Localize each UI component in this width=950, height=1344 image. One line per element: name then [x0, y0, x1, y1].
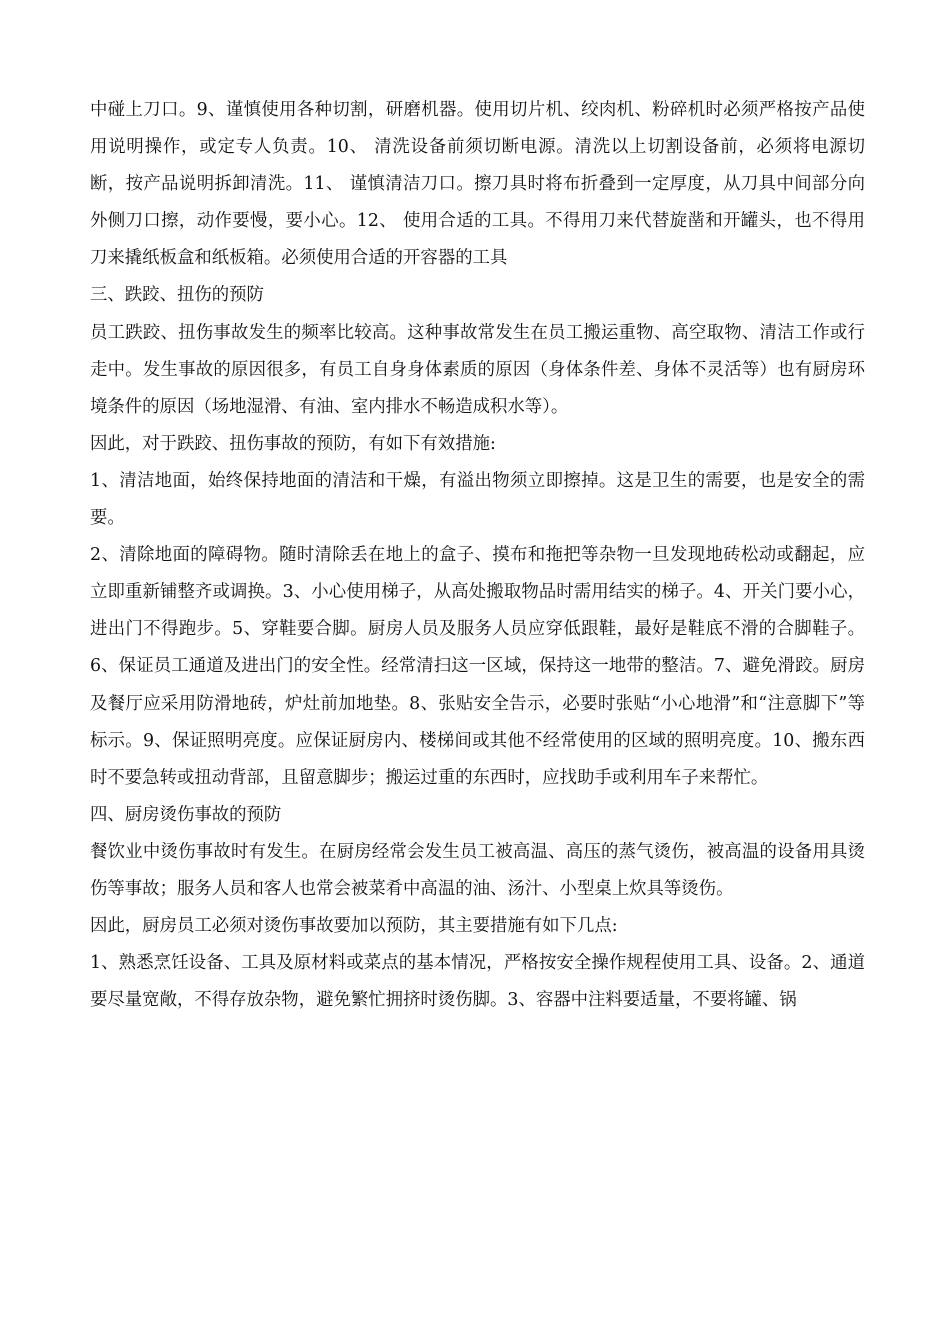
paragraph-cutting-safety: 中碰上刀口。9、谨慎使用各种切割，研磨机器。使用切片机、绞肉机、粉碎机时必须严格按产品使用说明操作，或定专人负责。10、 清洗设备前须切断电源。清洗以上切割设备前，必须将电源切断，按产品说明拆卸清洗。11、 谨慎清洁刀口。擦刀具时将布折叠到一定厚度，从刀具中间部分向外侧刀口擦，动作要慢，要小心。12、 使用合适的工具。不得用刀来代替旋凿和开罐头，也不得用刀来撬纸板盒和纸板箱。必须使用合适的开容器的工具: [90, 100, 865, 269]
paragraph-slip-causes: 员工跌跤、扭伤事故发生的频率比较高。这种事故常发生在员工搬运重物、高空取物、清洁工作或行走中。发生事故的原因很多，有员工自身身体素质的原因（身体条件差、身体不灵活等）也有厨房环境条件的原因（场地湿滑、有油、室内排水不畅造成积水等）。: [90, 322, 865, 417]
section-heading-burn-prevention: 四、厨房烫伤事故的预防: [90, 804, 282, 825]
paragraph-slip-measure-1: 1、清洁地面，始终保持地面的清洁和干燥，有溢出物须立即擦掉。这是卫生的需要，也是安全的需要。: [90, 470, 865, 529]
paragraph-slip-measures-2-10: 2、清除地面的障碍物。随时清除丢在地上的盒子、摸布和拖把等杂物一旦发现地砖松动或翻起，应立即重新铺整齐或调换。3、小心使用梯子，从高处搬取物品时需用结实的梯子。4、开关门要小心，进出门不得跑步。5、穿鞋要合脚。厨房人员及服务人员应穿低跟鞋，最好是鞋底不滑的合脚鞋子。6、保证员工通道及进出门的安全性。经常清扫这一区域，保持这一地带的整洁。7、避免滑跤。厨房及餐厅应采用防滑地砖，炉灶前加地垫。8、张贴安全告示，必要时张贴“小心地滑”和“注意脚下”等标示。9、保证照明亮度。应保证厨房内、楼梯间或其他不经常使用的区域的照明亮度。10、搬东西时不要急转或扭动背部，且留意脚步；搬运过重的东西时，应找助手或利用车子来帮忙。: [90, 545, 865, 788]
section-heading-slip-prevention: 三、跌跤、扭伤的预防: [90, 285, 264, 306]
paragraph-slip-measures-intro: 因此，对于跌跤、扭伤事故的预防，有如下有效措施:: [90, 433, 496, 454]
document-body: [90, 92, 865, 1019]
paragraph-burn-causes: 餐饮业中烫伤事故时有发生。在厨房经常会发生员工被高温、高压的蒸气烫伤，被高温的设备用具烫伤等事故；服务人员和客人也常会被菜肴中高温的油、汤汁、小型桌上炊具等烫伤。: [90, 841, 865, 899]
paragraph-burn-measures-intro: 因此，厨房员工必须对烫伤事故要加以预防，其主要措施有如下几点:: [90, 916, 618, 937]
paragraph-burn-measures: 1、熟悉烹饪设备、工具及原材料或菜点的基本情况，严格按安全操作规程使用工具、设备。2、通道要尽量宽敞，不得存放杂物，避免繁忙拥挤时烫伤脚。3、容器中注料要适量，不要将罐、锅: [90, 953, 865, 1011]
